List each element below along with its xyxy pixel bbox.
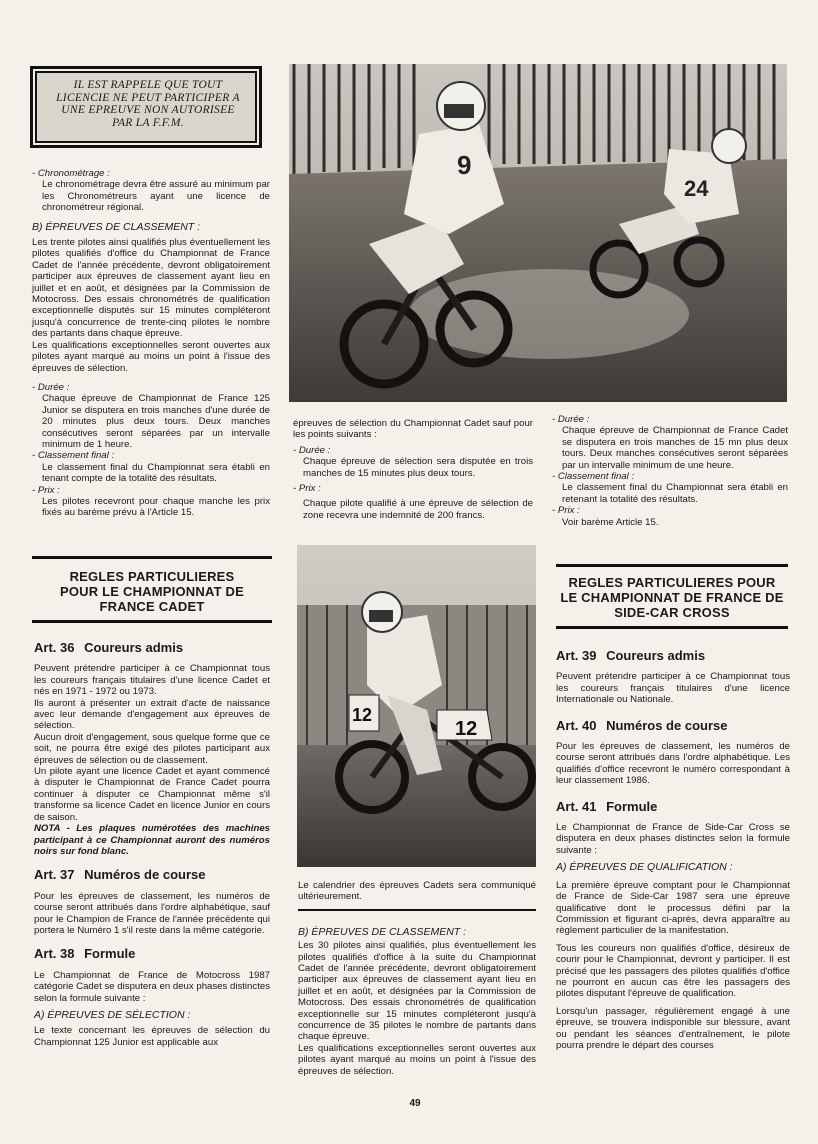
art39-text: Peuvent prétendre participer à ce Championnat tous les coureurs français titulaires d'une licence Internationale ou Nationale. — [556, 671, 790, 706]
qualif-p3: Lorsqu'un passager, régulièrement engagé à une épreuve, se trouvera indisponible sur blessure, avant ou pendant les séances d'entraînement, le pilote pourra prendre le départ des courses — [556, 1005, 790, 1051]
selection-title: A) ÉPREUVES DE SÉLECTION : — [34, 1008, 191, 1021]
art38-number: Art. 38 — [34, 946, 75, 962]
column-2-upper — [293, 418, 533, 521]
classement-title: B) ÉPREUVES DE CLASSEMENT : — [32, 220, 201, 233]
art40-text: Pour les épreuves de classement, les numéros de course seront attribués dans l'ordre alphabétique. Les qualifiés d'office recevront le numéro correspondant à leur classement 1986. — [556, 741, 790, 787]
prix-text: Les pilotes recevront pour chaque manche les prix fixés au barème prévu à l'Article 15. — [42, 495, 270, 519]
col3-duree-title: - Durée : — [552, 414, 590, 425]
col2-prix-title: - Prix : — [293, 483, 321, 495]
duree-title: - Durée : — [32, 381, 70, 393]
notice-box — [30, 66, 262, 148]
cadet-section-header — [32, 556, 272, 623]
art41-text: Le Championnat de France de Side-Car Cross se disputera en deux phases distinctes selon la formule suivante : — [556, 822, 790, 856]
col3-duree-text: Chaque épreuve de Championnat de France Cadet se disputera en trois manches de 15 mn plus deux tours. Deux manches consécutives seront séparées par un intervalle minimum de une heure. — [562, 425, 788, 471]
art41-number: Art. 41 — [556, 798, 597, 814]
qualif-p1: La première épreuve comptant pour le Championnat de France de Side-Car 1987 sera une épreuve qualificative dont le processus défini par la Commission et figurant ci-après, devra apparaître au règlement particulier de la manifestation. — [556, 879, 790, 937]
section-rule-bottom — [32, 620, 272, 623]
page-number: 49 — [409, 1098, 421, 1109]
photo-cadet-rider — [297, 545, 536, 867]
col2-duree-title: - Durée : — [293, 444, 331, 456]
col2-calendar: Le calendrier des épreuves Cadets sera communiqué ultérieurement. — [298, 880, 536, 903]
art36-title: Coureurs admis — [84, 640, 184, 655]
art41-title: Formule — [606, 798, 658, 814]
art40-number: Art. 40 — [556, 717, 597, 733]
art38-text: Le Championnat de France de Motocross 1987 catégorie Cadet se disputera en deux phases distinctes selon la formule suivante : — [34, 969, 270, 1004]
final-title: - Classement final : — [32, 450, 115, 462]
notice-text: IL EST RAPPELE QUE TOUT LICENCIE NE PEUT PARTICIPER A UNE EPREUVE NON AUTORISEE PAR LA F.F.M. — [56, 79, 240, 129]
art39-number: Art. 39 — [556, 648, 597, 663]
chrono-text: Le chronométrage devra être assuré au minimum par les Chronométreurs ayant une licence de chronométreur régional. — [42, 179, 270, 214]
column-3-upper — [552, 414, 788, 528]
rider-number-24: 24 — [684, 176, 709, 201]
col2-intro: épreuves de sélection du Championnat Cadet sauf pour les points suivants : — [293, 418, 533, 441]
section-rule-top — [32, 556, 272, 559]
sidecar-rule-bottom — [556, 626, 788, 629]
col2-classement-title: B) ÉPREUVES DE CLASSEMENT : — [298, 925, 467, 938]
column-2-lower — [298, 880, 536, 1077]
sidecar-rule-top — [556, 564, 788, 567]
column-1-lower — [34, 642, 270, 1048]
photo-rider-image — [297, 545, 536, 867]
side-plate-number: 12 — [455, 718, 478, 740]
col3-prix-text: Voir barème Article 15. — [562, 516, 659, 528]
cadet-section-title: REGLES PARTICULIERES POUR LE CHAMPIONNAT DE FRANCE CADET — [60, 569, 244, 614]
art36-p4: Un pilote ayant une licence Cadet et ayant commencé à disputer le Championnat de France Cadet pourra continuer à disputer ce Championnat même s'il transforme sa licence Cadet en licence Junior en cours de saison. — [34, 766, 270, 823]
art36-heading — [34, 642, 270, 653]
qualif-p2: Tous les coureurs non qualifiés d'office, désireux de courir pour le Championnat, devront y participer. Il est précisé que les passagers des pilotes qualifiés d'office ne pourront en aucun cas être les passagers des pilotes disputant l'épreuve de qualification. — [556, 942, 790, 1000]
chrono-title: - Chronométrage : — [32, 168, 110, 179]
art36-p2: Ils auront à présenter un extrait d'acte de naissance avec leur demande d'engagement aux épreuves de sélection. — [34, 697, 270, 732]
art39-heading — [556, 650, 790, 661]
duree-text: Chaque épreuve de Championnat de France 125 Junior se disputera en trois manches d'une durée de 20 minutes plus deux tours. Deux manches consécutives seront séparées par un intervalle minimum de 1 heure. — [42, 393, 270, 450]
prix-title: - Prix : — [32, 484, 60, 496]
column-1-upper — [32, 168, 270, 519]
final-text: Le classement final du Championnat sera établi en tenant compte de la totalité des résultats. — [42, 461, 270, 485]
col2-classement-text: Les 30 pilotes ainsi qualifiés, plus éventuellement les pilotes qualifiés d'office à la suite du Championnat Cadet de l'année précédente, devront obligatoirement participer aux épreuves de classement ayant lieu en juillet et en août, et désignées par la Commission de Motocross. Des essais chronométrés de qualification exceptionnelle sur 15 minutes compléteront jusqu'à concurrence de 35 pilotes le nombre de partants dans chaque épreuve. — [298, 940, 536, 1043]
art38-heading — [34, 946, 270, 962]
art37-heading — [34, 867, 270, 883]
art37-number: Art. 37 — [34, 867, 75, 883]
col2-classement-text-2: Les qualifications exceptionnelles seront ouvertes aux pilotes ayant marqué au moins un point à l'issue des épreuves de sélection. — [298, 1042, 536, 1077]
art39-title: Coureurs admis — [606, 648, 706, 663]
art40-heading — [556, 717, 790, 733]
calendar-rule — [298, 909, 536, 911]
photo-race-image — [289, 64, 787, 402]
col2-duree-text: Chaque épreuve de sélection sera disputée en trois manches de 15 minutes plus deux tours. — [303, 456, 533, 479]
art37-text: Pour les épreuves de classement, les numéros de course seront attribués dans l'ordre alphabétique, sauf pour le Champion de France de l'année précédente qui portera le Numéro 1 s'il reste dans la même catégorie. — [34, 890, 270, 936]
art38-title: Formule — [84, 946, 136, 962]
art36-p3: Aucun droit d'engagement, sous quelque forme que ce soit, ne pourra être exigé des pilotes participant aux épreuves de sélection ou de classement. — [34, 731, 270, 766]
column-3-lower — [556, 650, 790, 1051]
selection-text: Le texte concernant les épreuves de sélection du Championnat 125 Junior est applicable aux — [34, 1025, 270, 1048]
photo-motocross-race — [289, 64, 787, 402]
art37-title: Numéros de course — [84, 867, 206, 883]
rider-number-9: 9 — [457, 150, 472, 180]
col3-final-text: Le classement final du Championnat sera établi en retenant la totalité des résultats. — [562, 482, 788, 505]
col2-prix-text: Chaque pilote qualifié à une épreuve de sélection de zone recevra une indemnité de 200 francs. — [303, 498, 533, 521]
art36-p1: Peuvent prétendre participer à ce Championnat tous les coureurs français titulaires d'une licence Cadet et nés en 1971 - 1972 ou 1973. — [34, 663, 270, 698]
classement-text: Les trente pilotes ainsi qualifiés plus éventuellement les pilotes qualifiés d'office du Championnat de France Cadet de l'année précédente, devront obligatoirement participer aux épreuves de classement ayant lieu en juillet et en août, et désignées par la Commission de Motocross. Des essais chronométrés de qualification exceptionnelle disputés sur 15 minutes compléteront jusqu'à concurrence de trente-cinq pilotes le nombre des partants dans chaque épreuve. — [32, 237, 270, 340]
classement-text-2: Les qualifications exceptionnelles seront ouvertes aux pilotes ayant marqué au moins un point à l'issue des épreuves de sélection. — [32, 339, 270, 374]
art41-heading — [556, 798, 790, 814]
front-plate-number: 12 — [352, 705, 373, 725]
art36-nota: NOTA - Les plaques numérotées des machines participant à ce Championnat auront des numéros noirs sur fond blanc. — [34, 823, 270, 857]
sidecar-section-title: REGLES PARTICULIERES POUR LE CHAMPIONNAT DE FRANCE DE SIDE-CAR CROSS — [560, 575, 784, 620]
col3-prix-title: - Prix : — [552, 505, 580, 517]
col3-final-title: - Classement final : — [552, 471, 635, 483]
art36-number: Art. 36 — [34, 640, 75, 655]
qualif-title: A) ÉPREUVES DE QUALIFICATION : — [556, 861, 733, 874]
sidecar-section-header — [556, 564, 788, 629]
art40-title: Numéros de course — [606, 717, 728, 733]
